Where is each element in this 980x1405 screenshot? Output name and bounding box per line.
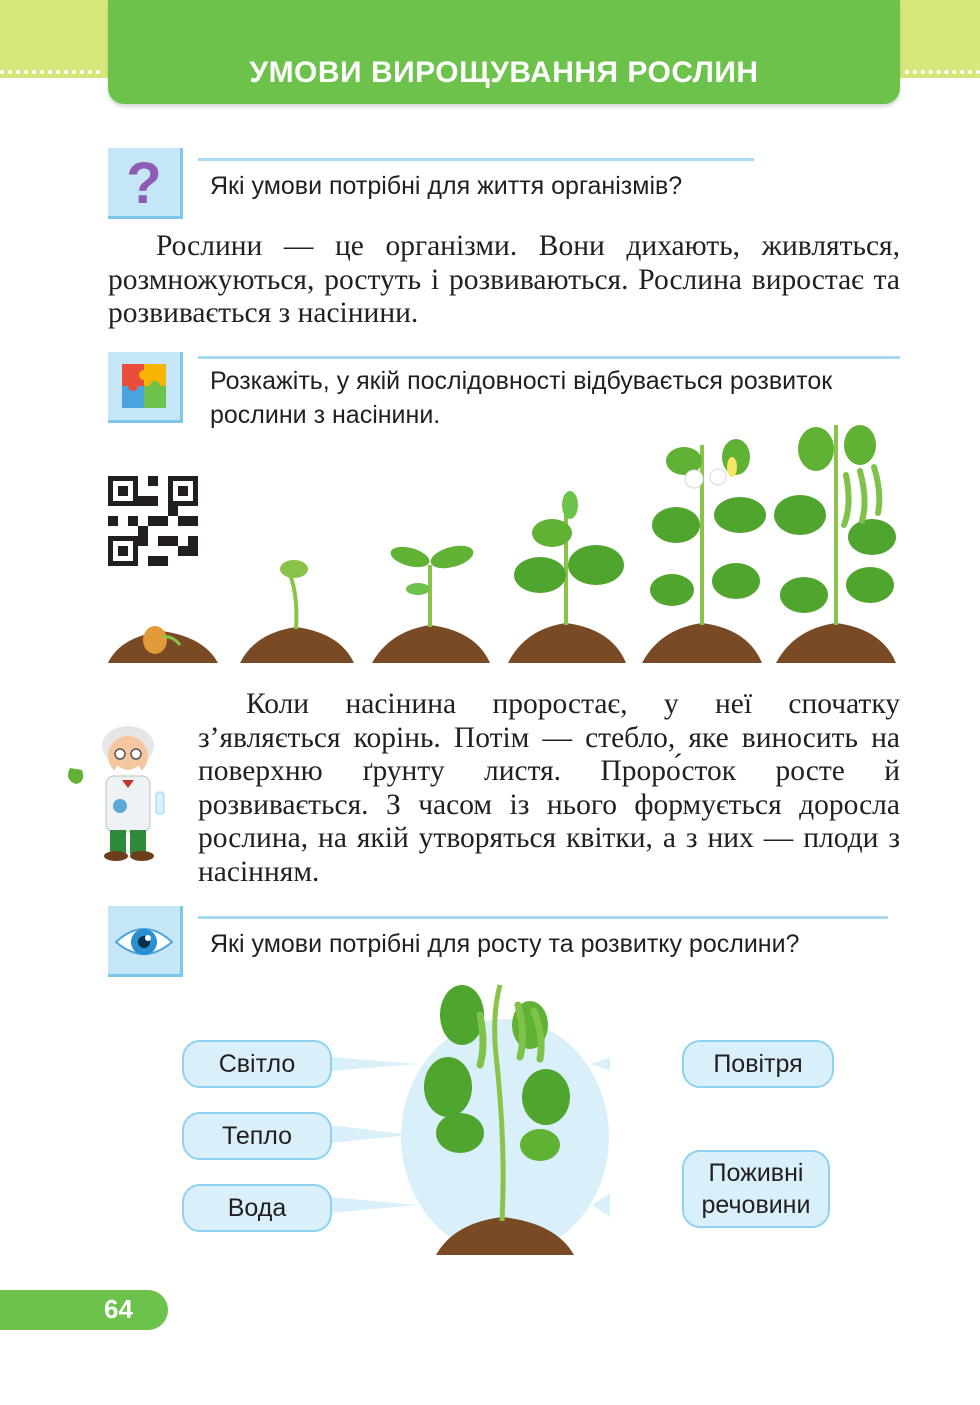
task-story-text: Розкажіть, у якій послідовності відбувається розвиток рослини з насінини.: [210, 367, 833, 429]
decor-dots-right: [905, 70, 980, 80]
task-divider: [198, 356, 900, 359]
stage-young-plant-illustration: [508, 491, 626, 663]
task-divider: [198, 158, 754, 161]
plant-conditions-diagram: [320, 965, 620, 1260]
stage-fruiting-plant-illustration: [774, 425, 896, 663]
task-divider: [198, 916, 888, 919]
condition-air-label: Повітря: [682, 1040, 834, 1088]
germination-paragraph: [198, 688, 900, 889]
task-observe-text: Які умови потрібні для росту та розвитку рослини?: [210, 930, 800, 958]
condition-nutrients-label: Поживні речовини: [682, 1150, 830, 1228]
condition-light-label: Світло: [182, 1040, 332, 1088]
stage-flowering-plant-illustration: [642, 439, 766, 663]
scientist-character-icon: [56, 722, 186, 864]
condition-heat-label: Тепло: [182, 1112, 332, 1160]
germination-paragraph-text: Коли насінина проростає, у неї спочатку з’являється корінь. Потім — стебло, яке виносить на поверхню ґрунту листя. Проро́сток росте й розвивається. З часом із нього формується доросла рослина, на якій утворяться квітки, а з них — плоди з насінням.: [198, 688, 900, 888]
decor-dots-left: [0, 70, 100, 80]
page-title: УМОВИ ВИРОЩУВАННЯ РОСЛИН: [249, 56, 759, 89]
page-number-tab: [0, 1290, 168, 1330]
condition-water-label: Вода: [182, 1184, 332, 1232]
intro-paragraph: [108, 230, 900, 331]
task-question-text: Які умови потрібні для життя організмів?: [210, 172, 683, 200]
stage-sprout-illustration: [240, 560, 354, 663]
intro-paragraph-text: Рослини — це організми. Вони дихають, живляться, розмножуються, ростуть і розвиваються. Рослина виростає та розвивається з насінини.: [108, 230, 900, 329]
svg-text:?: ?: [126, 151, 162, 216]
growth-stages-illustration: [100, 405, 900, 670]
page-number: 64: [104, 1294, 133, 1324]
stage-seed-illustration: [108, 626, 218, 663]
stage-seedling-illustration: [372, 542, 490, 663]
eye-icon: [108, 906, 183, 977]
question-icon: [108, 148, 183, 219]
